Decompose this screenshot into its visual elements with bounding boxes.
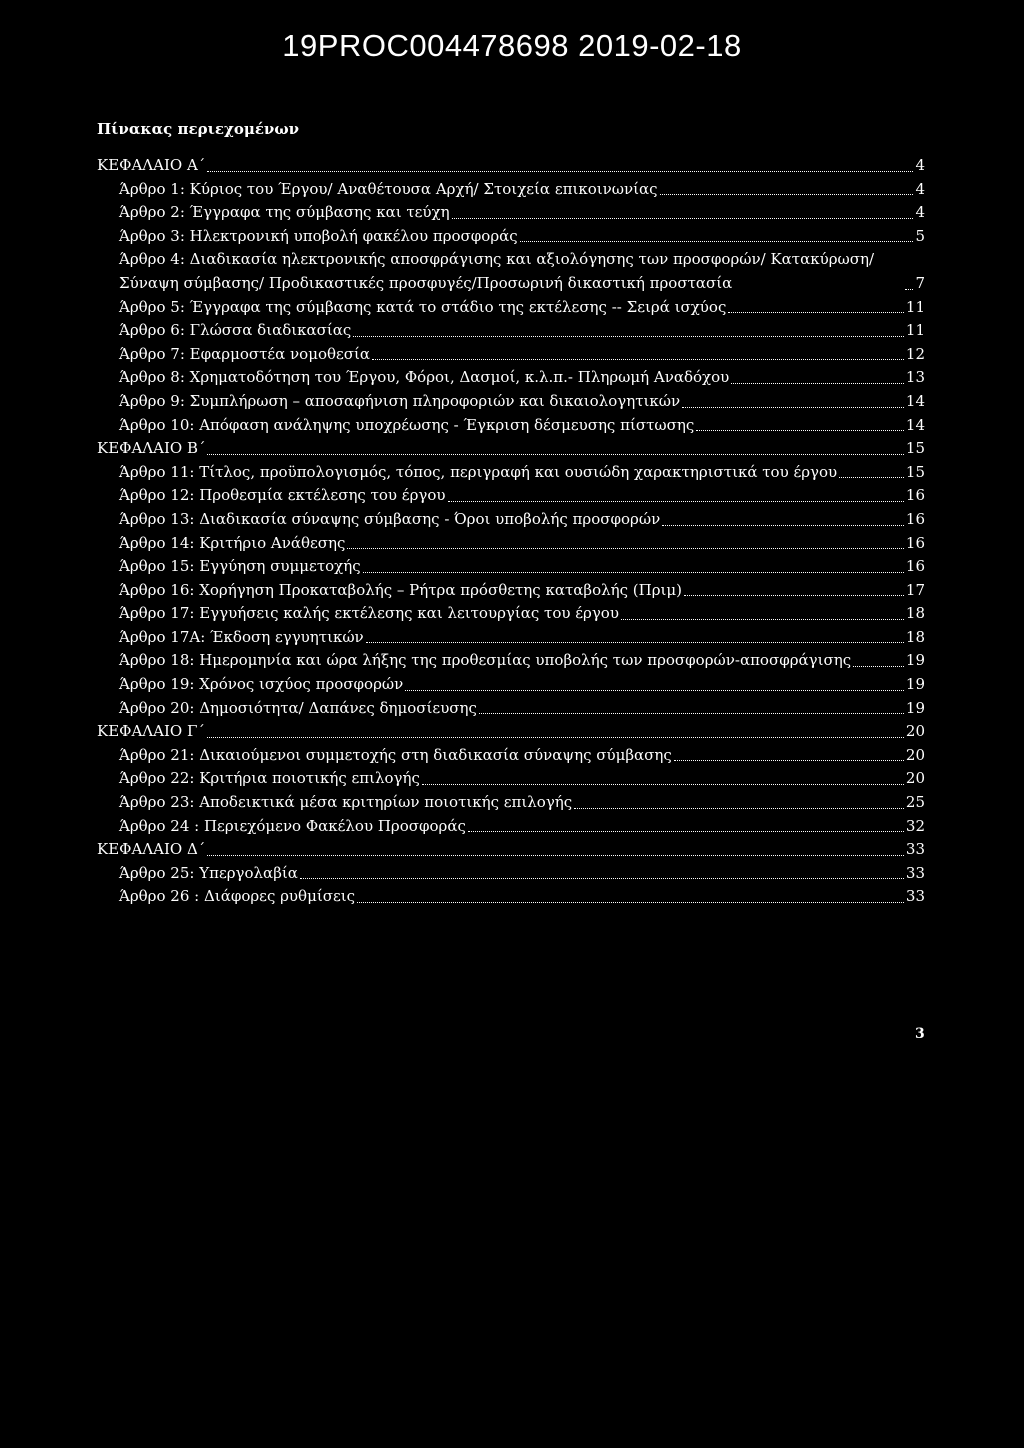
- dot-leader: [366, 641, 904, 643]
- dot-leader: [372, 358, 904, 360]
- toc-article-entry[interactable]: [97, 178, 925, 202]
- toc-entry-title: Άρθρο 26 : Διάφορες ρυθμίσεις: [119, 887, 356, 906]
- toc-entry-page-number: 7: [915, 273, 925, 292]
- toc-entry-page-number: 14: [905, 391, 925, 410]
- toc-entry-page-number: 25: [905, 793, 925, 812]
- toc-entry-page-number: 16: [905, 533, 925, 552]
- toc-article-entry[interactable]: [97, 414, 925, 438]
- toc-entry-page-number: 20: [905, 722, 925, 741]
- toc-entry-page-number: 16: [905, 486, 925, 505]
- dot-leader: [520, 240, 914, 242]
- dot-leader: [347, 547, 904, 549]
- toc-entry-page-number: 16: [905, 509, 925, 528]
- dot-leader: [363, 571, 904, 573]
- page-number: 3: [915, 1026, 925, 1042]
- toc-article-entry[interactable]: [97, 201, 925, 225]
- toc-entry-title: Άρθρο 13: Διαδικασία σύναψης σύμβασης - Όροι υποβολής προσφορών: [119, 509, 661, 528]
- toc-entry-page-number: 32: [905, 816, 925, 835]
- toc-entry-page-number: 13: [905, 368, 925, 387]
- toc-entry-title: Άρθρο 24 : Περιεχόμενο Φακέλου Προσφοράς: [119, 816, 466, 835]
- dot-leader: [207, 453, 903, 455]
- dot-leader: [696, 429, 904, 431]
- toc-entry-title: Άρθρο 18: Ημερομηνία και ώρα λήξης της προθεσμίας υποβολής των προσφορών-αποσφράγισης: [119, 651, 852, 670]
- toc-entry-title: Άρθρο 23: Αποδεικτικά μέσα κριτηρίων ποιοτικής επιλογής: [119, 793, 573, 812]
- toc-entry-page-number: 33: [905, 863, 925, 882]
- dot-leader: [905, 288, 913, 290]
- dot-leader: [662, 524, 904, 526]
- dot-leader: [839, 476, 904, 478]
- toc-entry-title: Άρθρο 22: Κριτήρια ποιοτικής επιλογής: [119, 769, 420, 788]
- toc-article-entry[interactable]: [97, 626, 925, 650]
- toc-article-entry[interactable]: [97, 461, 925, 485]
- toc-article-entry[interactable]: [97, 319, 925, 343]
- toc-article-entry[interactable]: [97, 602, 925, 626]
- toc-entry-title: Άρθρο 6: Γλώσσα διαδικασίας: [119, 321, 352, 340]
- toc-article-entry[interactable]: [97, 508, 925, 532]
- toc-chapter-entry[interactable]: [97, 437, 925, 461]
- toc-entry-title: Άρθρο 16: Χορήγηση Προκαταβολής – Ρήτρα πρόσθετης καταβολής (Πριμ): [119, 580, 682, 599]
- document-id-header: 19PROC004478698 2019-02-18: [282, 28, 742, 63]
- toc-entry-page-number: 33: [905, 840, 925, 859]
- dot-leader: [621, 618, 904, 620]
- dot-leader: [853, 665, 904, 667]
- toc-list: [97, 154, 925, 909]
- toc-article-entry[interactable]: [97, 649, 925, 673]
- dot-leader: [422, 783, 904, 785]
- toc-chapter-entry[interactable]: [97, 154, 925, 178]
- toc-entry-title: Άρθρο 8: Χρηματοδότηση του Έργου, Φόροι, Δασμοί, κ.λ.π.- Πληρωμή Αναδόχου: [119, 368, 730, 387]
- toc-entry-page-number: 4: [915, 179, 925, 198]
- toc-heading: Πίνακας περιεχομένων: [97, 120, 300, 138]
- dot-leader: [353, 335, 904, 337]
- toc-entry-page-number: 4: [915, 156, 925, 174]
- toc-entry-page-number: 20: [905, 745, 925, 764]
- toc-article-entry[interactable]: [97, 862, 925, 886]
- dot-leader: [207, 736, 904, 738]
- dot-leader: [207, 170, 913, 172]
- toc-entry-title: Άρθρο 7: Εφαρμοστέα νομοθεσία: [119, 344, 371, 363]
- toc-article-entry[interactable]: [97, 248, 925, 295]
- toc-entry-page-number: 18: [905, 627, 925, 646]
- toc-article-entry[interactable]: [97, 697, 925, 721]
- toc-entry-title: Άρθρο 5: Έγγραφα της σύμβασης κατά το στάδιο της εκτέλεσης -- Σειρά ισχύος: [119, 297, 727, 316]
- toc-article-entry[interactable]: [97, 296, 925, 320]
- toc-entry-title: Άρθρο 12: Προθεσμία εκτέλεσης του έργου: [119, 486, 446, 505]
- dot-leader: [728, 311, 904, 313]
- toc-article-entry[interactable]: [97, 484, 925, 508]
- toc-article-entry[interactable]: [97, 555, 925, 579]
- toc-entry-page-number: 12: [905, 344, 925, 363]
- toc-entry-page-number: 11: [905, 297, 925, 316]
- dot-leader: [574, 807, 904, 809]
- toc-entry-title: Άρθρο 3: Ηλεκτρονική υποβολή φακέλου προσφοράς: [119, 226, 518, 245]
- toc-article-entry[interactable]: [97, 225, 925, 249]
- toc-article-entry[interactable]: [97, 390, 925, 414]
- toc-article-entry[interactable]: [97, 791, 925, 815]
- toc-entry-title: Άρθρο 17Α: Έκδοση εγγυητικών: [119, 627, 364, 646]
- dot-leader: [357, 901, 904, 903]
- toc-entry-title: Άρθρο 2: Έγγραφα της σύμβασης και τεύχη: [119, 203, 450, 222]
- toc-entry-title: ΚΕΦΑΛΑΙΟ Α΄: [97, 156, 206, 174]
- dot-leader: [207, 854, 904, 856]
- toc-article-entry[interactable]: [97, 815, 925, 839]
- toc-entry-page-number: 16: [905, 557, 925, 576]
- dot-leader: [660, 193, 914, 195]
- dot-leader: [452, 217, 914, 219]
- toc-entry-page-number: 18: [905, 604, 925, 623]
- toc-article-entry[interactable]: [97, 885, 925, 909]
- toc-entry-title: Άρθρο 10: Απόφαση ανάληψης υποχρέωσης - Έγκριση δέσμευσης πίστωσης: [119, 415, 695, 434]
- toc-entry-page-number: 19: [905, 675, 925, 694]
- dot-leader: [300, 877, 904, 879]
- toc-entry-title: ΚΕΦΑΛΑΙΟ Γ΄: [97, 722, 205, 741]
- toc-entry-page-number: 4: [915, 203, 925, 222]
- toc-entry-title: ΚΕΦΑΛΑΙΟ Δ΄: [97, 840, 206, 859]
- dot-leader: [448, 500, 904, 502]
- dot-leader: [684, 594, 904, 596]
- toc-entry-title: Άρθρο 15: Εγγύηση συμμετοχής: [119, 557, 361, 576]
- toc-entry-page-number: 15: [905, 439, 925, 458]
- toc-entry-page-number: 11: [905, 321, 925, 340]
- toc-entry-title: Άρθρο 1: Κύριος του Έργου/ Αναθέτουσα Αρχή/ Στοιχεία επικοινωνίας: [119, 179, 658, 198]
- toc-article-entry[interactable]: [97, 343, 925, 367]
- toc-entry-title: Άρθρο 19: Χρόνος ισχύος προσφορών: [119, 675, 404, 694]
- dot-leader: [479, 712, 904, 714]
- toc-entry-title: ΚΕΦΑΛΑΙΟ Β΄: [97, 439, 206, 458]
- toc-entry-page-number: 17: [905, 580, 925, 599]
- toc-chapter-entry[interactable]: [97, 720, 925, 744]
- toc-entry-title: Άρθρο 9: Συμπλήρωση – αποσαφήνιση πληροφοριών και δικαιολογητικών: [119, 391, 681, 410]
- toc-article-entry[interactable]: [97, 579, 925, 603]
- toc-entry-title: Άρθρο 25: Υπεργολαβία: [119, 863, 298, 882]
- toc-entry-page-number: 20: [905, 769, 925, 788]
- toc-article-entry[interactable]: [97, 366, 925, 390]
- toc-article-entry[interactable]: [97, 767, 925, 791]
- dot-leader: [682, 406, 904, 408]
- toc-entry-title: Άρθρο 20: Δημοσιότητα/ Δαπάνες δημοσίευσης: [119, 698, 477, 717]
- toc-article-entry[interactable]: [97, 744, 925, 768]
- dot-leader: [731, 382, 904, 384]
- toc-entry-page-number: 14: [905, 415, 925, 434]
- toc-entry-title: Άρθρο 14: Κριτήριο Ανάθεσης: [119, 533, 346, 552]
- toc-entry-title: Άρθρο 21: Δικαιούμενοι συμμετοχής στη διαδικασία σύναψης σύμβασης: [119, 745, 672, 764]
- toc-article-entry[interactable]: [97, 673, 925, 697]
- toc-chapter-entry[interactable]: [97, 838, 925, 862]
- toc-entry-page-number: 15: [905, 462, 925, 481]
- toc-entry-page-number: 5: [915, 226, 925, 245]
- toc-entry-page-number: 19: [905, 651, 925, 670]
- toc-entry-page-number: 33: [905, 887, 925, 906]
- toc-entry-page-number: 19: [905, 698, 925, 717]
- dot-leader: [674, 759, 904, 761]
- dot-leader: [405, 689, 904, 691]
- toc-entry-title: Άρθρο 11: Τίτλος, προϋπολογισμός, τόπος, περιγραφή και ουσιώδη χαρακτηριστικά του έργου: [119, 462, 838, 481]
- toc-entry-title: Άρθρο 4: Διαδικασία ηλεκτρονικής αποσφράγισης και αξιολόγησης των προσφορών/ Κατακύρωση/ Σύναψη σύμβασης/ Προδικαστικές προσφυγές/Προσωρινή δικαστική προστασία: [119, 250, 875, 292]
- dot-leader: [468, 830, 904, 832]
- toc-article-entry[interactable]: [97, 532, 925, 556]
- toc-entry-title: Άρθρο 17: Εγγυήσεις καλής εκτέλεσης και λειτουργίας του έργου: [119, 604, 619, 623]
